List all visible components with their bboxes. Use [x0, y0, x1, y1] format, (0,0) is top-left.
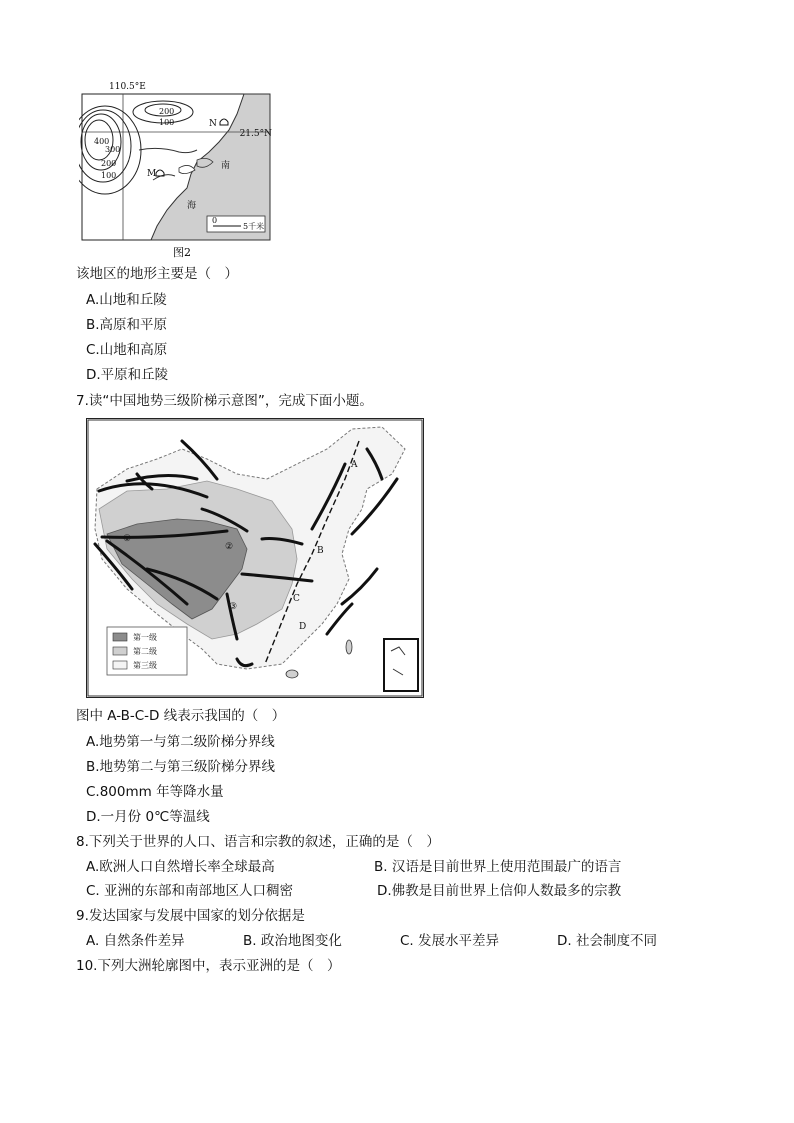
q7-option-a[interactable]: A.地势第一与第二级阶梯分界线 [86, 734, 275, 750]
q7-option-d[interactable]: D.一月份 0℃等温线 [86, 809, 210, 825]
latitude-label: 21.5°N [239, 129, 272, 139]
contour-label: 100 [101, 171, 117, 180]
scale-zero: 0 [212, 216, 218, 225]
sea-char: 海 [187, 201, 197, 211]
step-marker-1: ① [123, 534, 132, 544]
line-letter-b: B [317, 546, 324, 556]
q6-stem: 该地区的地形主要是（ ） [76, 266, 238, 282]
q8-option-d[interactable]: D.佛教是目前世界上信仰人数最多的宗教 [377, 883, 622, 899]
q10-stem: 10.下列大洲轮廓图中，表示亚洲的是（ ） [76, 958, 341, 974]
figure-caption: 图2 [173, 246, 191, 259]
q9-option-c[interactable]: C. 发展水平差异 [400, 933, 500, 949]
legend-swatch-second [113, 647, 127, 655]
q8-option-a[interactable]: A.欧洲人口自然增长率全球最高 [86, 859, 275, 875]
legend-swatch-third [113, 661, 127, 669]
q9-option-a[interactable]: A. 自然条件差异 [86, 933, 185, 949]
q8-option-c[interactable]: C. 亚洲的东部和南部地区人口稠密 [86, 883, 294, 899]
line-letter-a: A [351, 460, 358, 470]
q7-option-b[interactable]: B.地势第二与第三级阶梯分界线 [86, 759, 276, 775]
q7-stem: 图中 A-B-C-D 线表示我国的（ ） [76, 708, 286, 724]
figure2-map [79, 80, 275, 260]
contour-label: 200 [159, 107, 175, 116]
q9-option-d[interactable]: D. 社会制度不同 [557, 933, 657, 949]
line-letter-d: D [299, 622, 307, 632]
q6-option-c[interactable]: C.山地和高原 [86, 342, 168, 358]
contour-label: 400 [94, 137, 110, 146]
q8-option-b[interactable]: B. 汉语是目前世界上使用范围最广的语言 [374, 859, 622, 875]
q9-stem: 9.发达国家与发展中国家的划分依据是 [76, 908, 305, 924]
q7-intro: 7.读“中国地势三级阶梯示意图”，完成下面小题。 [76, 393, 373, 409]
step-marker-3: ③ [229, 602, 238, 612]
contour-label: 200 [101, 159, 117, 168]
legend-swatch-first [113, 633, 127, 641]
contour-label: 100 [159, 118, 175, 127]
sea-char: 南 [221, 161, 231, 171]
q6-option-a[interactable]: A.山地和丘陵 [86, 292, 167, 308]
point-m-label: M [147, 169, 157, 179]
china-terrain-map [86, 418, 424, 698]
legend-label-second: 第二级 [133, 647, 157, 656]
step-marker-2: ② [225, 542, 234, 552]
q6-option-b[interactable]: B.高原和平原 [86, 317, 168, 333]
figure2 [79, 80, 275, 260]
longitude-label: 110.5°E [109, 82, 146, 92]
q8-stem: 8.下列关于世界的人口、语言和宗教的叙述，正确的是（ ） [76, 834, 440, 850]
contour-label: 300 [105, 145, 121, 154]
china-terrain-svg [87, 419, 423, 697]
south-sea-inset [384, 639, 418, 691]
legend-label-first: 第一级 [133, 633, 157, 642]
q9-option-b[interactable]: B. 政治地图变化 [243, 933, 342, 949]
line-letter-c: C [293, 594, 300, 604]
q6-option-d[interactable]: D.平原和丘陵 [86, 367, 169, 383]
point-n-label: N [209, 119, 217, 129]
legend-label-third: 第三级 [133, 661, 157, 670]
scale-distance: 5千米 [243, 222, 265, 231]
q7-option-c[interactable]: C.800mm 年等降水量 [86, 784, 224, 800]
